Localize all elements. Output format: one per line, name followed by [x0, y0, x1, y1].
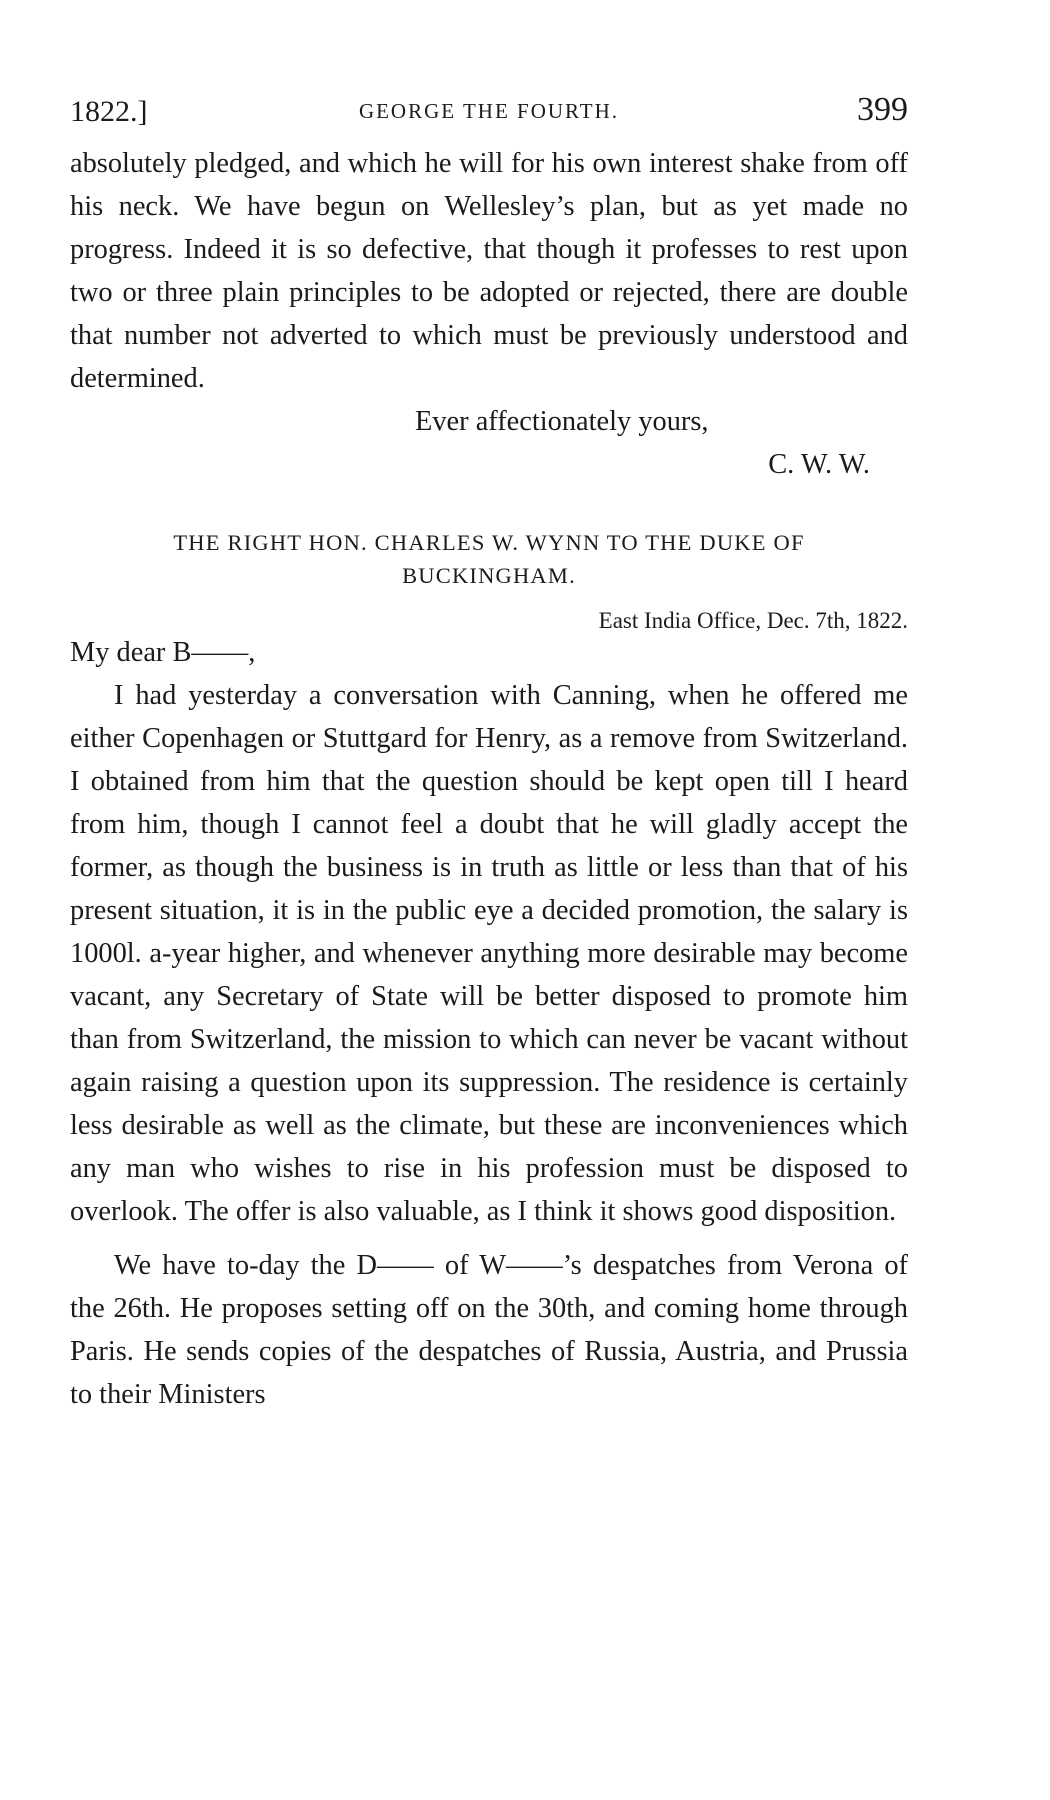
- body-text: [70, 142, 908, 400]
- continued-paragraph: absolutely pledged, and which he will for his own interest shake from off his neck. We have begun on Wellesley’s plan, but as yet made no progress. Indeed it is so defective, that though it professes to rest upon two or three plain principles to be adopted or rejected, there are double that number not adverted to which must be previously understood and determined.: [70, 148, 908, 394]
- letter-dateline: East India Office, Dec. 7th, 1822.: [598, 608, 908, 633]
- letter-closing: Ever affectionately yours,: [415, 406, 709, 437]
- page-number: 399: [857, 91, 908, 128]
- running-head-title: GEORGE THE FOURTH.: [358, 99, 620, 123]
- letter-paragraph: We have to-day the D—— of W——’s despatches from Verona of the 26th. He proposes setting off on the 30th, and coming home through Paris. He sends copies of the despatches of Russia, Austria, and Prussia to their Ministers: [70, 1250, 908, 1410]
- book-page: [70, 91, 908, 1416]
- letter-salutation: My dear B——,: [70, 637, 256, 668]
- letter-heading: THE RIGHT HON. CHARLES W. WYNN TO THE DUKE OF BUCKINGHAM.: [173, 530, 805, 588]
- letter-signature: C. W. W.: [768, 449, 870, 480]
- letter-body: [70, 674, 908, 1416]
- running-head: [70, 91, 908, 135]
- running-head-year: 1822.]: [70, 95, 148, 128]
- letter-paragraph: I had yesterday a conversation with Canning, when he offered me either Copenhagen or Stuttgard for Henry, as a remove from Switzerland. I obtained from him that the question should be kept open till I heard from him, though I cannot feel a doubt that he will gladly accept the former, as though the business is in truth as little or less than that of his present situation, it is in the public eye a decided promotion, the salary is 1000l. a-year higher, and whenever anything more desirable may become vacant, any Secretary of State will be better disposed to promote him than from Switzerland, the mission to which can never be vacant without again raising a question upon its suppression. The residence is certainly less desirable as well as the climate, but these are inconveniences which any man who wishes to rise in his profession must be disposed to overlook. The offer is also valuable, as I think it shows good disposition.: [70, 680, 908, 1227]
